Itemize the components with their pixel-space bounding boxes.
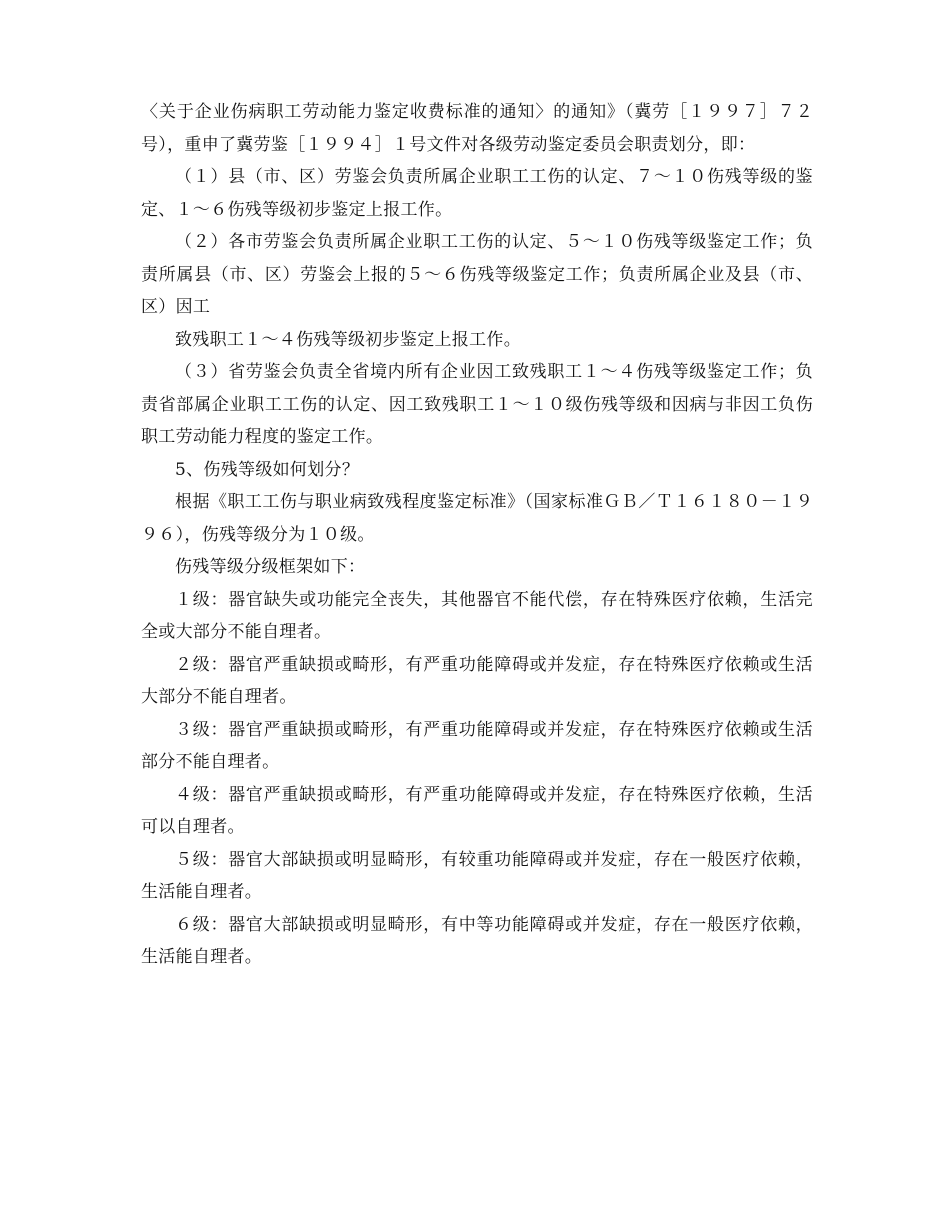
paragraph-grade-2: ２级：器官严重缺损或畸形，有严重功能障碍或并发症，存在特殊医疗依赖或生活大部分不能自理者。: [141, 654, 813, 707]
paragraph-grade-6: ６级：器官大部缺损或明显畸形，有中等功能障碍或并发症，存在一般医疗依赖，生活能自理者。: [141, 914, 813, 967]
paragraph-item-2-city: （２）各市劳鉴会负责所属企业职工工伤的认定、５～１０伤残等级鉴定工作；负责所属县（市、区）劳鉴会上报的５～６伤残等级鉴定工作；负责所属企业及县（市、区）因工: [141, 232, 813, 317]
document-body: [141, 96, 813, 974]
paragraph-item-3-province: （３）省劳鉴会负责全省境内所有企业因工致残职工１～４伤残等级鉴定工作；负责省部属企业职工工伤的认定、因工致残职工１～１０级伤残等级和因病与非因工负伤职工劳动能力程度的鉴定工作。: [141, 362, 813, 447]
paragraph-grade-4: ４级：器官严重缺损或畸形，有严重功能障碍或并发症，存在特殊医疗依赖，生活可以自理者。: [141, 784, 813, 837]
paragraph-notice-continuation: 〈关于企业伤病职工劳动能力鉴定收费标准的通知〉的通知》（冀劳［１９９７］７２号），重申了冀劳鉴［１９９４］１号文件对各级劳动鉴定委员会职责划分，即：: [141, 102, 813, 155]
paragraph-item-2-continuation: 致残职工１～４伤残等级初步鉴定上报工作。: [175, 329, 521, 350]
paragraph-grade-5: ５级：器官大部缺损或明显畸形，有较重功能障碍或并发症，存在一般医疗依赖，生活能自理者。: [141, 849, 813, 902]
section-heading-disability-grades: 5、伤残等级如何划分？: [175, 459, 360, 480]
paragraph-standard-reference: 根据《职工工伤与职业病致残程度鉴定标准》（国家标准ＧＢ／Ｔ１６１８０－１９９６），伤残等级分为１０级。: [141, 492, 813, 545]
paragraph-framework-intro: 伤残等级分级框架如下：: [175, 557, 366, 577]
paragraph-grade-3: ３级：器官严重缺损或畸形，有严重功能障碍或并发症，存在特殊医疗依赖或生活部分不能自理者。: [141, 719, 813, 772]
paragraph-item-1-county: （１）县（市、区）劳鉴会负责所属企业职工工伤的认定、７～１０伤残等级的鉴定、１～６伤残等级初步鉴定上报工作。: [141, 167, 813, 220]
paragraph-grade-1: １级：器官缺失或功能完全丧失，其他器官不能代偿，存在特殊医疗依赖，生活完全或大部分不能自理者。: [141, 589, 813, 642]
